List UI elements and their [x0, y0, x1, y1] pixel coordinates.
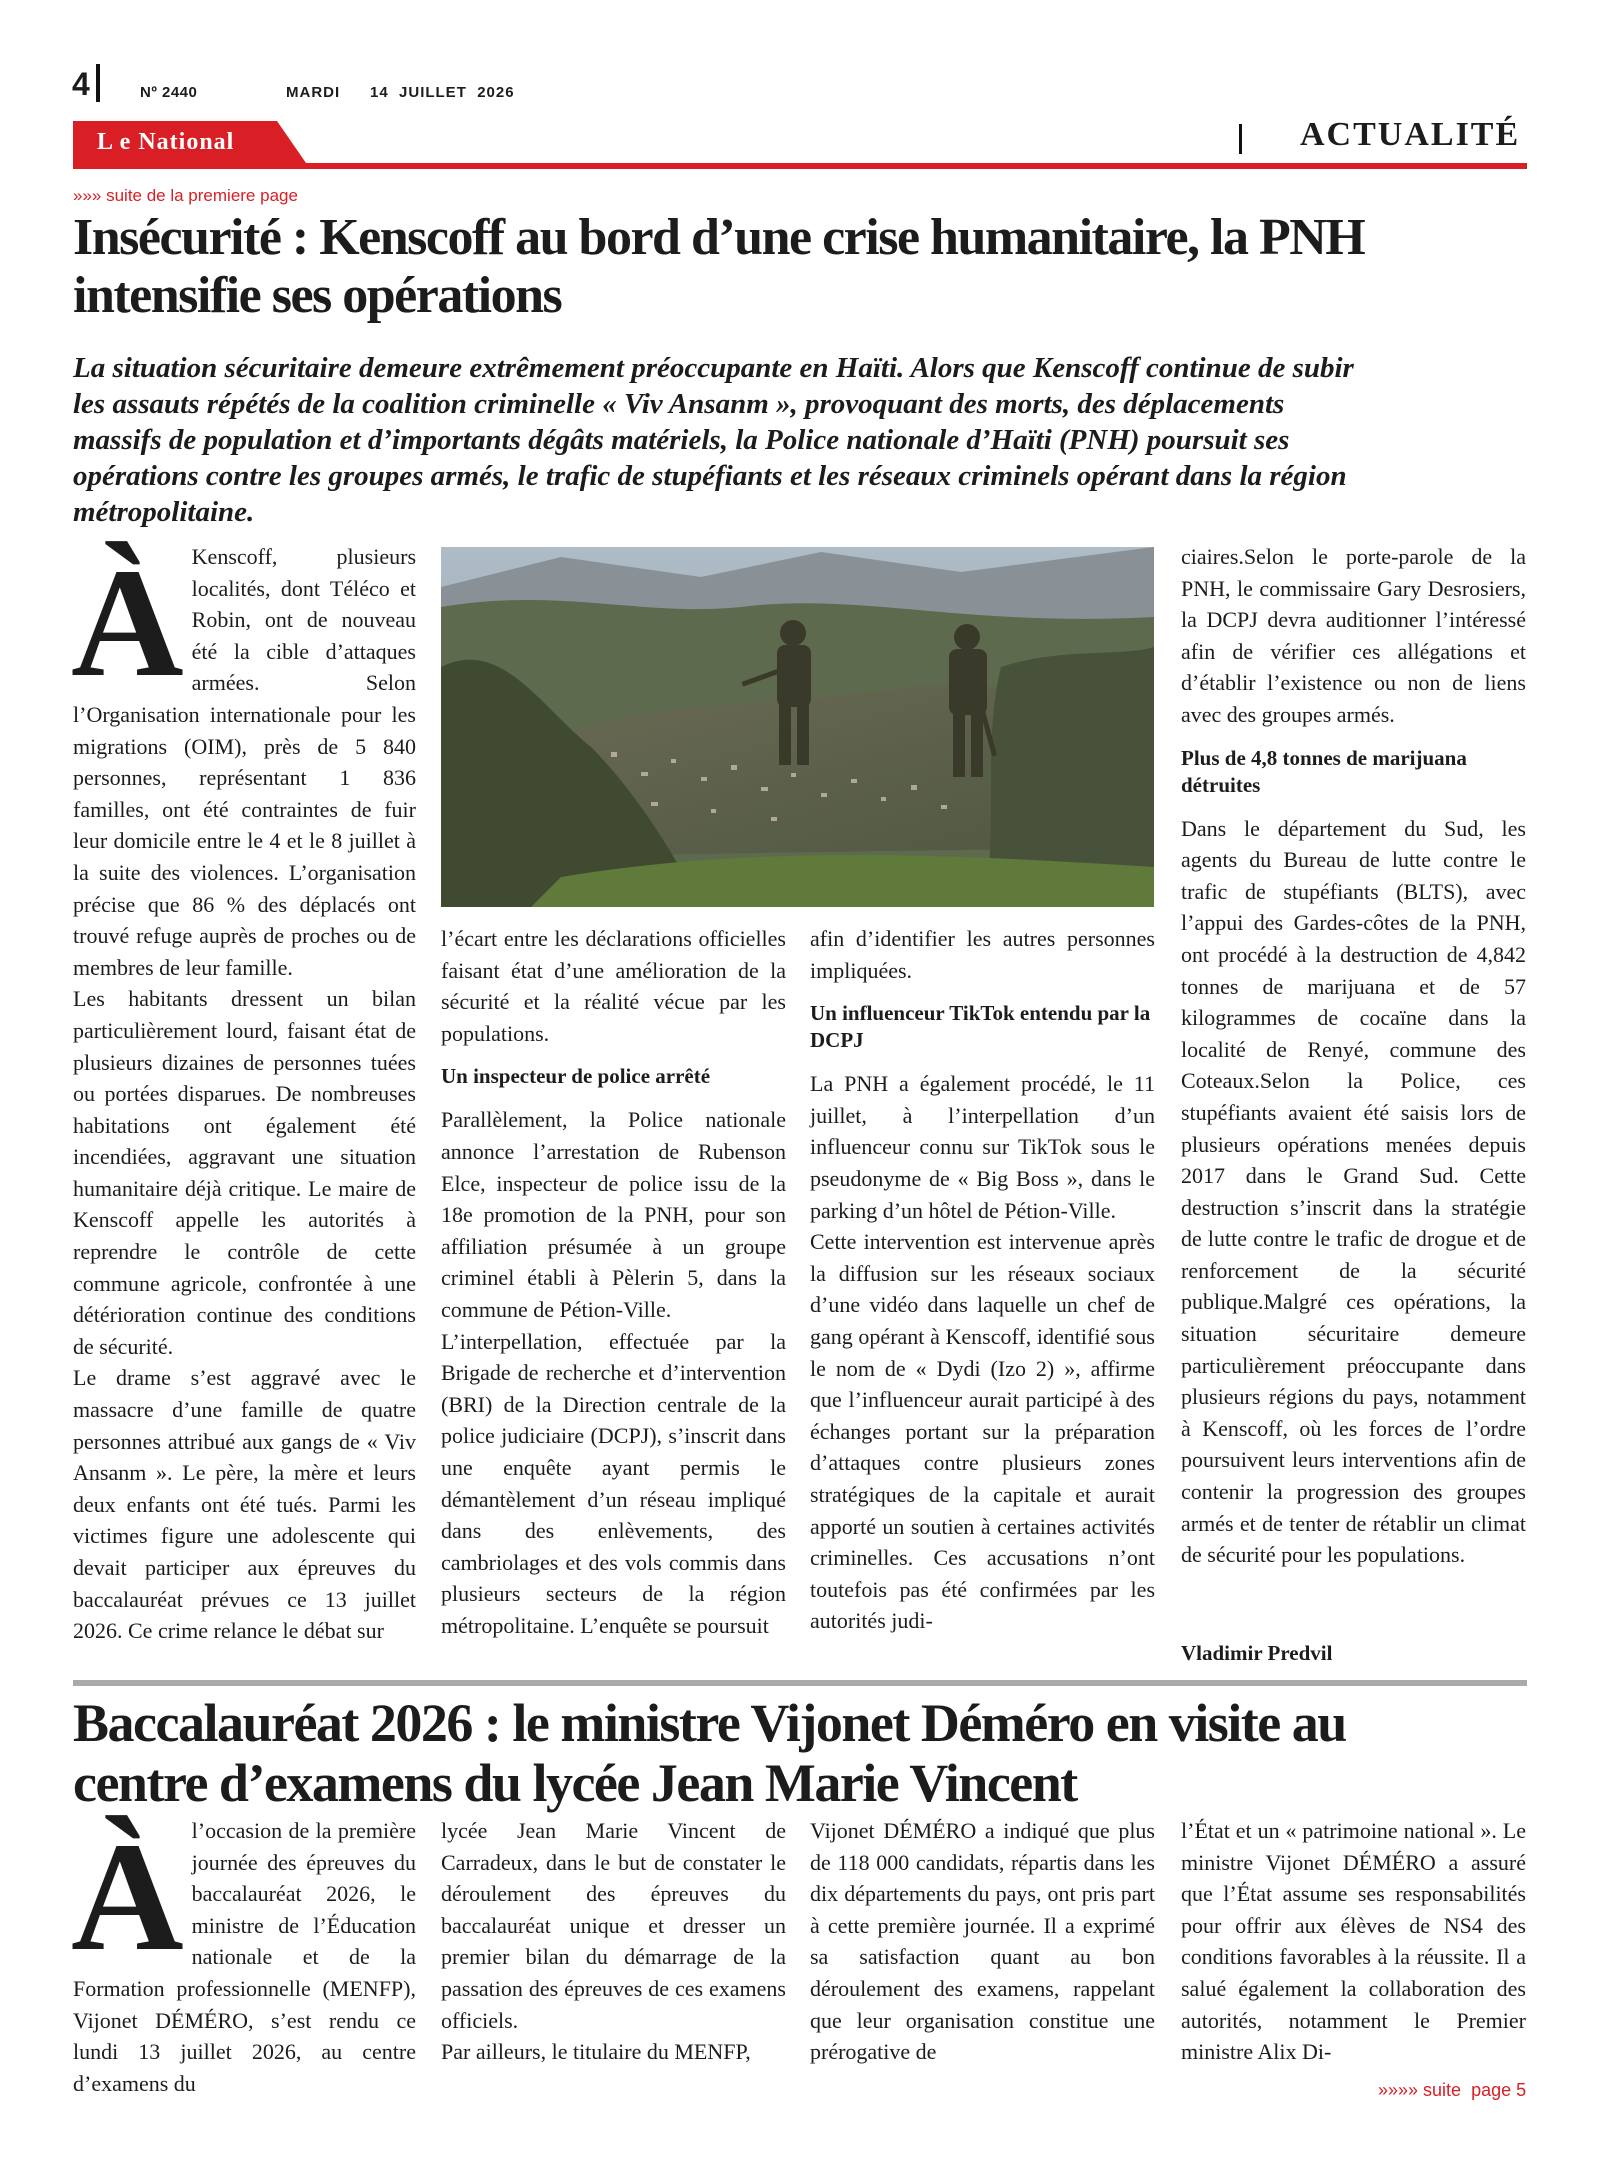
- article1-lead-line3: massifs de population et d’importants dégâts matériels, la Police nationale d’Haïti (PNH) poursuit ses: [73, 424, 1290, 456]
- article1-subhead-inspector: Un inspecteur de police arrêté: [441, 1064, 711, 1089]
- article1-photo: [441, 547, 1154, 907]
- article2-col1-paragraph: l’occasion de la première journée des épreuves du baccalauréat 2026, le ministre de l’Éducation nationale et de la Formation professionnelle (MENFP), Vijonet DÉMÉRO, s’est rendu ce lundi 13 juillet 2026, au centre d’examens du: [73, 1818, 416, 2096]
- article1-col2-paragraph1: l’écart entre les déclarations officielles faisant état d’une amélioration de la sécurité et la réalité vécue par les populations.: [441, 926, 786, 1046]
- article1-byline: Vladimir Predvil: [1181, 1641, 1333, 1665]
- article1-column3: [810, 923, 1155, 1637]
- section-separator: [1239, 124, 1242, 154]
- article1-col1-paragraph3: Le drame s’est aggravé avec le massacre d’une famille de quatre personnes attribué aux gangs de « Viv Ansanm ». Le père, la mère et leurs deux enfants ont été tués. Parmi les victimes figure une adolescente qui devait participer aux épreuves du baccalauréat prévues ce 13 juillet 2026. Ce crime relance le débat sur: [73, 1365, 416, 1644]
- article2-column1: [71, 1810, 416, 2099]
- issue-number: Nº 2440: [140, 84, 198, 101]
- brand-name: L e National: [97, 129, 235, 155]
- continued-from-kicker: »»» suite de la premiere page: [73, 186, 298, 205]
- article2-headline-line2: centre d’examens du lycée Jean Marie Vincent: [73, 1753, 1077, 1813]
- article1-col2-paragraph2: Parallèlement, la Police nationale annonce l’arrestation de Rubenson Elce, inspecteur de police issu de la 18e promotion de la PNH, pour son affiliation présumée à un groupe criminel établi à Pèlerin 5, dans la commune de Pétion-Ville.: [441, 1107, 786, 1322]
- article1-dropcap: À: [71, 536, 184, 709]
- article1-lead-line5: métropolitaine.: [73, 496, 255, 528]
- article1-subhead-marijuana: Plus de 4,8 tonnes de marijuana détruites: [1181, 745, 1467, 797]
- article1-col1-paragraph1: Kenscoff, plusieurs localités, dont Téléco et Robin, ont de nouveau été la cible d’attaques armées. Selon l’Organisation internationale pour les migrations (OIM), près de 5 840 personnes, représentant 1 836 familles, ont été contraintes de fuir leur domicile entre le 4 et le 8 juillet à la suite des violences. L’organisation précise que 86 % des déplacés ont trouvé refuge auprès de proches ou de membres de leur famille.: [73, 544, 416, 980]
- article1-col3-paragraph1: afin d’identifier les autres personnes impliquées.: [810, 926, 1155, 983]
- article2-headline-line1: Baccalauréat 2026 : le ministre Vijonet Déméro en visite au: [73, 1693, 1346, 1753]
- article2-col2-paragraph1: lycée Jean Marie Vincent de Carradeux, dans le but de constater le déroulement des épreuves du baccalauréat unique et dresser un premier bilan du démarrage de la passation des épreuves de ces examens officiels.: [441, 1818, 786, 2033]
- page-number: 4: [72, 66, 90, 102]
- article1-col4-paragraph1: ciaires.Selon le porte-parole de la PNH, le commissaire Gary Desrosiers, la DCPJ devra auditionner l’intéressé afin de vérifier ces allégations et d’établir l’existence ou non de liens avec des groupes armés.: [1181, 544, 1526, 727]
- article2-column4: [1181, 1815, 1526, 2068]
- continued-on-link[interactable]: »»»» suite page 5: [1378, 2080, 1527, 2100]
- article1-headline-line2: intensifie ses opérations: [73, 267, 562, 324]
- article1-subhead-influencer: Un influenceur TikTok entendu par la DCPJ: [810, 1001, 1151, 1053]
- article1-column2: [441, 923, 786, 1641]
- article1-column1: [71, 536, 416, 1647]
- article1-lead-line4: opérations contre les groupes armés, le trafic de stupéfiants et les réseaux criminels opérant dans la région: [73, 460, 1347, 492]
- article1-col1-paragraph2: Les habitants dressent un bilan particulièrement lourd, faisant état de plusieurs dizaines de personnes tuées ou portées disparues. De nombreuses habitations ont également été incendiées, aggravant une situation humanitaire déjà critique. Le maire de Kenscoff appelle les autorités à reprendre le contrôle de cette commune agricole, confrontée à une détérioration continue des conditions de sécurité.: [73, 986, 416, 1359]
- article2-col4-paragraph: l’État et un « patrimoine national ». Le ministre Vijonet DÉMÉRO a assuré que l’État assume ses responsabilités pour offrir aux élèves de NS4 des conditions favorables à la réussite. Il a salué également la collaboration des autorités, notamment le Premier ministre Alix Di-: [1181, 1818, 1526, 2065]
- issue-date: 14 JUILLET 2026: [370, 84, 515, 101]
- article2-col3-paragraph: Vijonet DÉMÉRO a indiqué que plus de 118 000 candidats, répartis dans les dix départements du pays, ont pris part à cette première journée. Il a exprimé sa satisfaction quant au bon déroulement des examens, rappelant que leur organisation constitue une prérogative de: [810, 1818, 1155, 2065]
- article1-lead-line1: La situation sécuritaire demeure extrêmement préoccupante en Haïti. Alors que Kenscoff continue de subir: [73, 352, 1354, 384]
- article1-col2-paragraph3: L’interpellation, effectuée par la Brigade de recherche et d’intervention (BRI) de la Direction centrale de la police judiciaire (DCPJ), s’inscrit dans une enquête ayant permis le démantèlement d’un réseau impliqué dans des enlèvements, des cambriolages et des vols commis dans plusieurs secteurs de la région métropolitaine. L’enquête se poursuit: [441, 1328, 786, 1638]
- article1-col4-paragraph2: Dans le département du Sud, les agents du Bureau de lutte contre le trafic de stupéfiants (BLTS), avec l’appui des Gardes-côtes de la PNH, ont procédé à la destruction de 4,842 tonnes de marijuana et de 57 kilogrammes de cocaïne dans la localité de Renyé, commune des Coteaux.Selon la Police, ces stupéfiants avaient été saisis lors de plusieurs opérations menées depuis 2017 dans le Grand Sud. Cette destruction s’inscrit dans la stratégie de lutte contre le trafic de drogue et de renforcement de la sécurité publique.Malgré ces opérations, la situation sécuritaire demeure particulièrement préoccupante dans plusieurs régions du pays, notamment à Kenscoff, où les forces de l’ordre poursuivent leurs interventions afin de contenir la progression des groupes armés et de tenter de rétablir un climat de sécurité pour les populations.: [1181, 815, 1526, 1568]
- article1-headline-line1: Insécurité : Kenscoff au bord d’une crise humanitaire, la PNH: [73, 209, 1365, 266]
- article2-column2: [441, 1815, 786, 2068]
- article1-col3-paragraph3: Cette intervention est intervenue après la diffusion sur les réseaux sociaux d’une vidéo dans laquelle un chef de gang opérant à Kenscoff, identifié sous le nom de « Dydi (Izo 2) », affirme que l’influenceur aurait participé à des échanges portant sur la préparation d’attaques contre plusieurs zones stratégiques de la capitale et aurait apporté un soutien à certaines activités criminelles. Ces accusations n’ont toutefois pas été confirmées par les autorités judi-: [810, 1229, 1155, 1634]
- article-separator-rule: [73, 1680, 1527, 1686]
- article2-column3: [810, 1815, 1155, 2068]
- article1-column4: [1181, 541, 1526, 1571]
- article2-col2-paragraph2: Par ailleurs, le titulaire du MENFP,: [441, 2039, 751, 2065]
- section-name: ACTUALITÉ: [1300, 116, 1521, 153]
- article1-lead-line2: les assauts répétés de la coalition criminelle « Viv Ansanm », provoquant des morts, des déplacements: [73, 388, 1285, 420]
- article2-dropcap: À: [71, 1810, 184, 1983]
- issue-day: MARDI: [286, 84, 341, 101]
- article1-col3-paragraph2: La PNH a également procédé, le 11 juillet, à l’interpellation d’un influenceur connu sur TikTok sous le pseudonyme de « Big Boss », dans le parking d’un hôtel de Pétion-Ville.: [810, 1071, 1155, 1223]
- page-number-separator: [96, 64, 100, 102]
- header-rule: [73, 163, 1527, 169]
